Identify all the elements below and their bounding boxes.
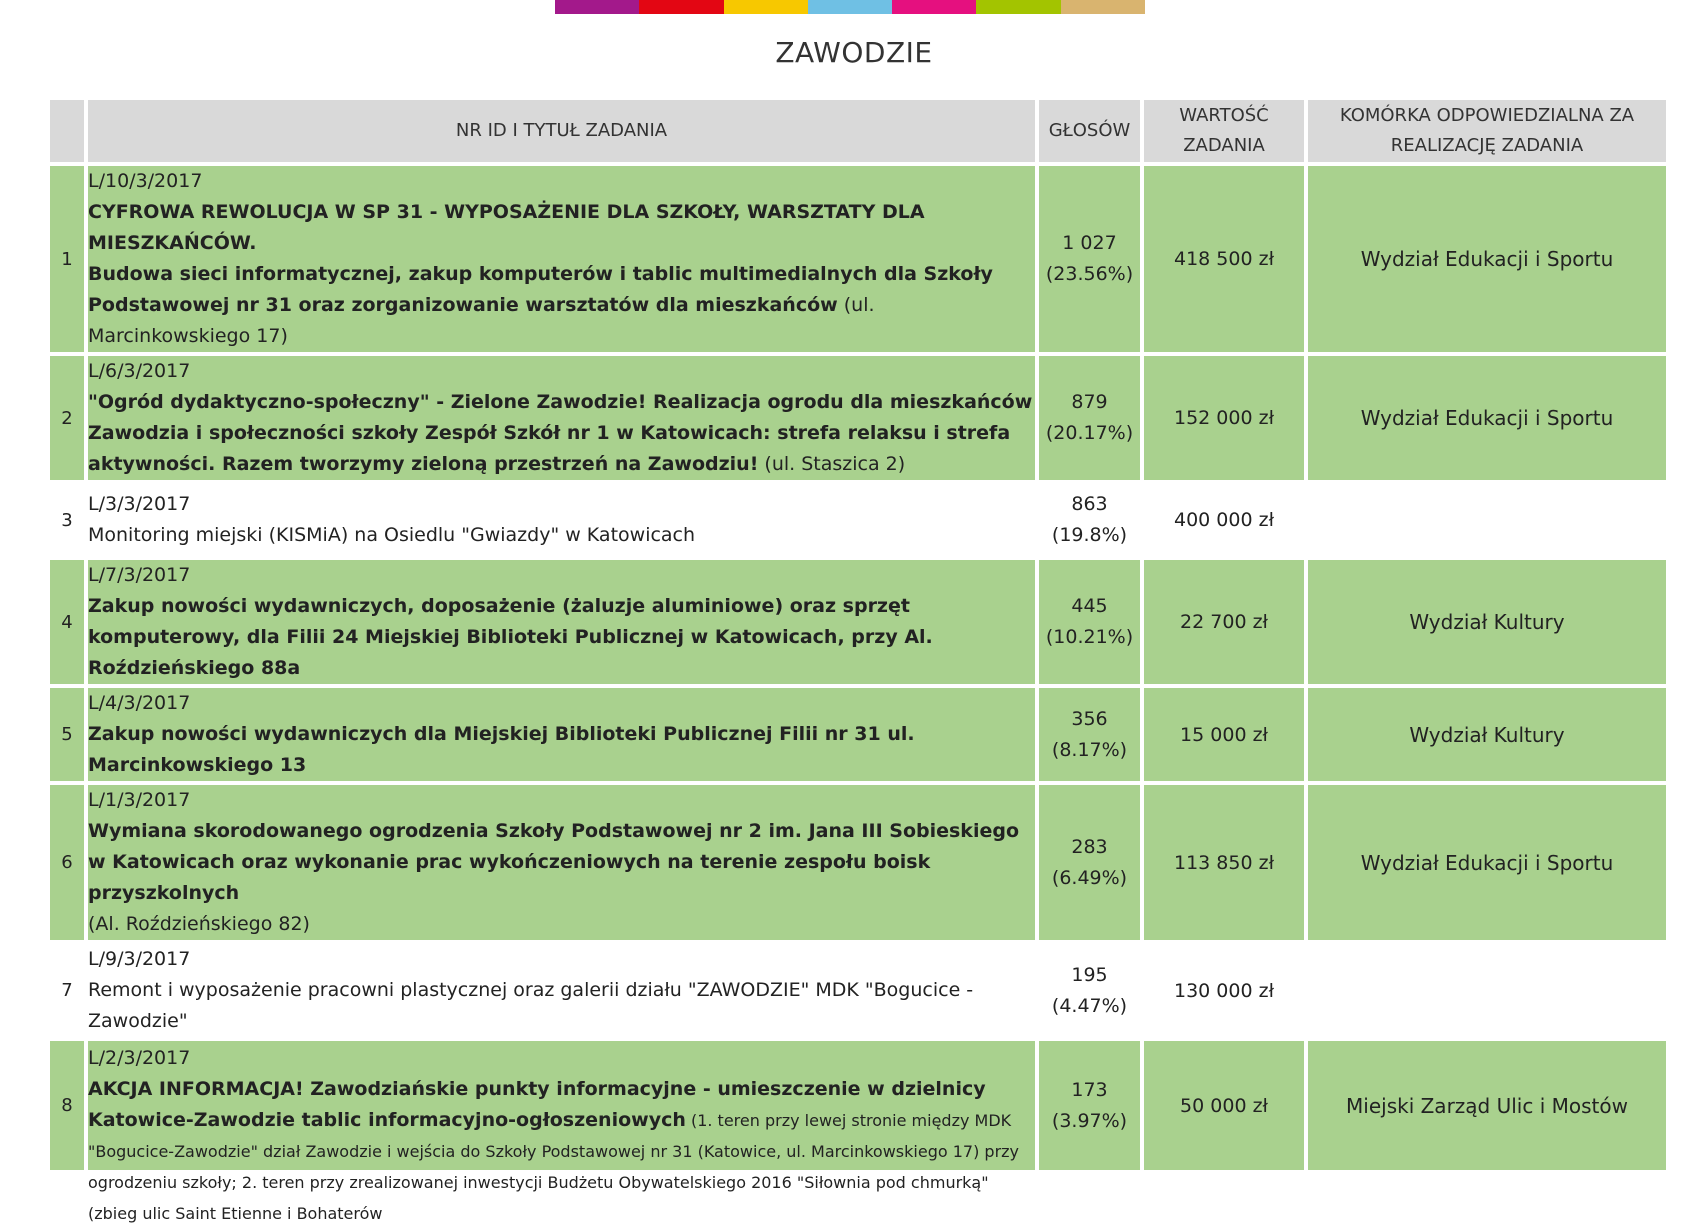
votes-count: 356 bbox=[1071, 707, 1108, 730]
color-bar-segment bbox=[892, 0, 976, 14]
task-id: L/10/3/2017 bbox=[88, 170, 203, 192]
votes-count: 445 bbox=[1071, 595, 1108, 617]
votes-count: 879 bbox=[1071, 391, 1108, 413]
table-row bbox=[48, 558, 1668, 686]
task-title-cell bbox=[86, 164, 1037, 354]
table-row bbox=[48, 354, 1668, 482]
task-description: w Katowicach oraz wykonanie prac wykończeniowych na terenie zespołu boisk przyszkolnych bbox=[88, 851, 931, 904]
votes-cell bbox=[1037, 686, 1142, 783]
votes-count: 1 027 bbox=[1062, 232, 1117, 254]
votes-count: 863 bbox=[1071, 493, 1108, 515]
votes-percent: (6.49%) bbox=[1051, 866, 1128, 889]
responsible-department: Wydział Edukacji i Sportu bbox=[1306, 783, 1668, 942]
task-title-cell bbox=[86, 783, 1037, 942]
task-name: Wymiana skorodowanego ogrodzenia Szkoły Podstawowej nr 2 im. Jana III Sobieskiego bbox=[88, 820, 1019, 842]
task-title-cell bbox=[86, 942, 1037, 1039]
task-id: L/4/3/2017 bbox=[88, 692, 191, 714]
row-number: 5 bbox=[48, 686, 86, 783]
votes-percent: (23.56%) bbox=[1045, 263, 1134, 285]
votes-count: 173 bbox=[1071, 1078, 1108, 1101]
table-row bbox=[48, 164, 1668, 354]
votes-percent: (3.97%) bbox=[1051, 1109, 1128, 1132]
task-title-cell bbox=[86, 482, 1037, 558]
task-id: L/6/3/2017 bbox=[88, 360, 191, 382]
table-header-row bbox=[48, 98, 1668, 164]
votes-count: 195 bbox=[1071, 963, 1108, 986]
task-id: L/1/3/2017 bbox=[88, 789, 191, 811]
task-description: AKCJA INFORMACJA! Zawodziańskie punkty informacyjne - umieszczenie w dzielnicy Katowice-Zawodzie tablic informacyjno-ogłoszeniowych (1. teren przy lewej stronie między MDK "Bogucice-Zawodzie" dział Zawodzie i wejścia do Szkoły Podstawowej nr 31 (Katowice, ul. Marcinkowskiego 17) przy ogrodzeniu szkoły; 2. teren przy zrealizowanej inwestycji Budżetu Obywatelskiego 2016 "Siłownia pod chmurką" (zbieg ulic Saint Etienne i Bohaterów bbox=[88, 1078, 1020, 1223]
task-address: (ul. Marcinkowskiego 17) bbox=[88, 294, 875, 347]
task-description: Monitoring miejski (KISMiA) na Osiedlu "Gwiazdy" w Katowicach bbox=[88, 524, 696, 546]
task-value: 113 850 zł bbox=[1142, 783, 1306, 942]
row-number: 7 bbox=[48, 942, 86, 1039]
task-id: L/9/3/2017 bbox=[88, 948, 191, 970]
row-number: 6 bbox=[48, 783, 86, 942]
votes-percent: (10.21%) bbox=[1045, 626, 1134, 648]
votes-percent: (8.17%) bbox=[1051, 738, 1128, 761]
color-bar-segment bbox=[724, 0, 808, 14]
responsible-department bbox=[1306, 942, 1668, 1039]
task-id: L/2/3/2017 bbox=[88, 1047, 191, 1069]
table-row bbox=[48, 686, 1668, 783]
votes-cell bbox=[1037, 482, 1142, 558]
task-value: 15 000 zł bbox=[1142, 686, 1306, 783]
header-num bbox=[48, 98, 86, 164]
responsible-department bbox=[1306, 482, 1668, 558]
votes-cell bbox=[1037, 164, 1142, 354]
row-number: 3 bbox=[48, 482, 86, 558]
task-address: (ul. Staszica 2) bbox=[758, 453, 906, 475]
task-description: Zakup nowości wydawniczych, doposażenie (żaluzje aluminiowe) oraz sprzęt komputerowy, dla Filii 24 Miejskiej Biblioteki Publicznej w Katowicach, przy Al. Roździeńskiego 88a bbox=[88, 595, 933, 679]
responsible-department: Wydział Edukacji i Sportu bbox=[1306, 164, 1668, 354]
tasks-table bbox=[46, 96, 1670, 1223]
votes-percent: (19.8%) bbox=[1051, 524, 1128, 546]
page-title: ZAWODZIE bbox=[775, 36, 933, 69]
votes-percent: (4.47%) bbox=[1051, 994, 1128, 1017]
responsible-department: Wydział Kultury bbox=[1306, 558, 1668, 686]
color-bar-segment bbox=[555, 0, 639, 14]
task-description: Zakup nowości wydawniczych dla Miejskiej Biblioteki Publicznej Filii nr 31 ul. Marcinkowskiego 13 bbox=[88, 723, 915, 776]
color-bar bbox=[555, 0, 1145, 14]
responsible-department: Wydział Kultury bbox=[1306, 686, 1668, 783]
task-name: CYFROWA REWOLUCJA W SP 31 - WYPOSAŻENIE DLA SZKOŁY, WARSZTATY DLA MIESZKAŃCÓW. bbox=[88, 201, 925, 254]
task-value: 50 000 zł bbox=[1142, 1039, 1306, 1172]
table-row bbox=[48, 942, 1668, 1039]
table-row bbox=[48, 482, 1668, 558]
row-number: 2 bbox=[48, 354, 86, 482]
task-title-cell bbox=[86, 558, 1037, 686]
votes-cell bbox=[1037, 783, 1142, 942]
header-value: WARTOŚĆ ZADANIA bbox=[1142, 98, 1306, 164]
header-votes: GŁOSÓW bbox=[1037, 98, 1142, 164]
color-bar-segment bbox=[639, 0, 723, 14]
task-title-cell bbox=[86, 686, 1037, 783]
row-number: 1 bbox=[48, 164, 86, 354]
votes-cell bbox=[1037, 354, 1142, 482]
task-title-cell bbox=[86, 1039, 1037, 1223]
color-bar-segment bbox=[808, 0, 892, 14]
votes-cell bbox=[1037, 942, 1142, 1039]
votes-percent: (20.17%) bbox=[1045, 422, 1134, 444]
task-address: (Al. Roździeńskiego 82) bbox=[88, 913, 310, 935]
responsible-department: Miejski Zarząd Ulic i Mostów bbox=[1306, 1039, 1668, 1172]
task-value: 400 000 zł bbox=[1142, 482, 1306, 558]
color-bar-segment bbox=[1061, 0, 1145, 14]
task-id: L/3/3/2017 bbox=[88, 493, 191, 515]
votes-count: 283 bbox=[1071, 835, 1108, 858]
task-value: 152 000 zł bbox=[1142, 354, 1306, 482]
table-row bbox=[48, 783, 1668, 942]
task-description: "Ogród dydaktyczno-społeczny" - Zielone Zawodzie! Realizacja ogrodu dla mieszkańców Zawodzia i społeczności szkoły Zespół Szkół nr 1 w Katowicach: strefa relaksu i strefa aktywności. Razem tworzymy zieloną przestrzeń na Zawodziu! (ul. Staszica 2) bbox=[88, 391, 1033, 475]
task-id: L/7/3/2017 bbox=[88, 564, 191, 586]
task-description: Budowa sieci informatycznej, zakup komputerów i tablic multimedialnych dla Szkoły Podstawowej nr 31 oraz zorganizowanie warsztatów dla mieszkańców (ul. Marcinkowskiego 17) bbox=[88, 263, 993, 347]
color-bar-segment bbox=[976, 0, 1060, 14]
task-title-cell bbox=[86, 354, 1037, 482]
row-number: 8 bbox=[48, 1039, 86, 1172]
task-value: 130 000 zł bbox=[1142, 942, 1306, 1039]
header-dept: KOMÓRKA ODPOWIEDZIALNA ZA REALIZACJĘ ZADANIA bbox=[1306, 98, 1668, 164]
task-value: 22 700 zł bbox=[1142, 558, 1306, 686]
header-title: NR ID I TYTUŁ ZADANIA bbox=[86, 98, 1037, 164]
votes-cell bbox=[1037, 558, 1142, 686]
task-value: 418 500 zł bbox=[1142, 164, 1306, 354]
task-description: Remont i wyposażenie pracowni plastycznej oraz galerii działu "ZAWODZIE" MDK "Bogucice - Zawodzie" bbox=[88, 979, 974, 1032]
task-location-note: (1. teren przy lewej stronie między MDK "Bogucice-Zawodzie" dział Zawodzie i wejścia do Szkoły Podstawowej nr 31 (Katowice, ul. Marcinkowskiego 17) przy ogrodzeniu szkoły; 2. teren przy zrealizowanej inwestycji Budżetu Obywatelskiego 2016 "Siłownia pod chmurką" (zbieg ulic Saint Etienne i Bohaterów bbox=[88, 1111, 1020, 1223]
row-number: 4 bbox=[48, 558, 86, 686]
responsible-department: Wydział Edukacji i Sportu bbox=[1306, 354, 1668, 482]
table-row bbox=[48, 1039, 1668, 1172]
votes-cell bbox=[1037, 1039, 1142, 1172]
